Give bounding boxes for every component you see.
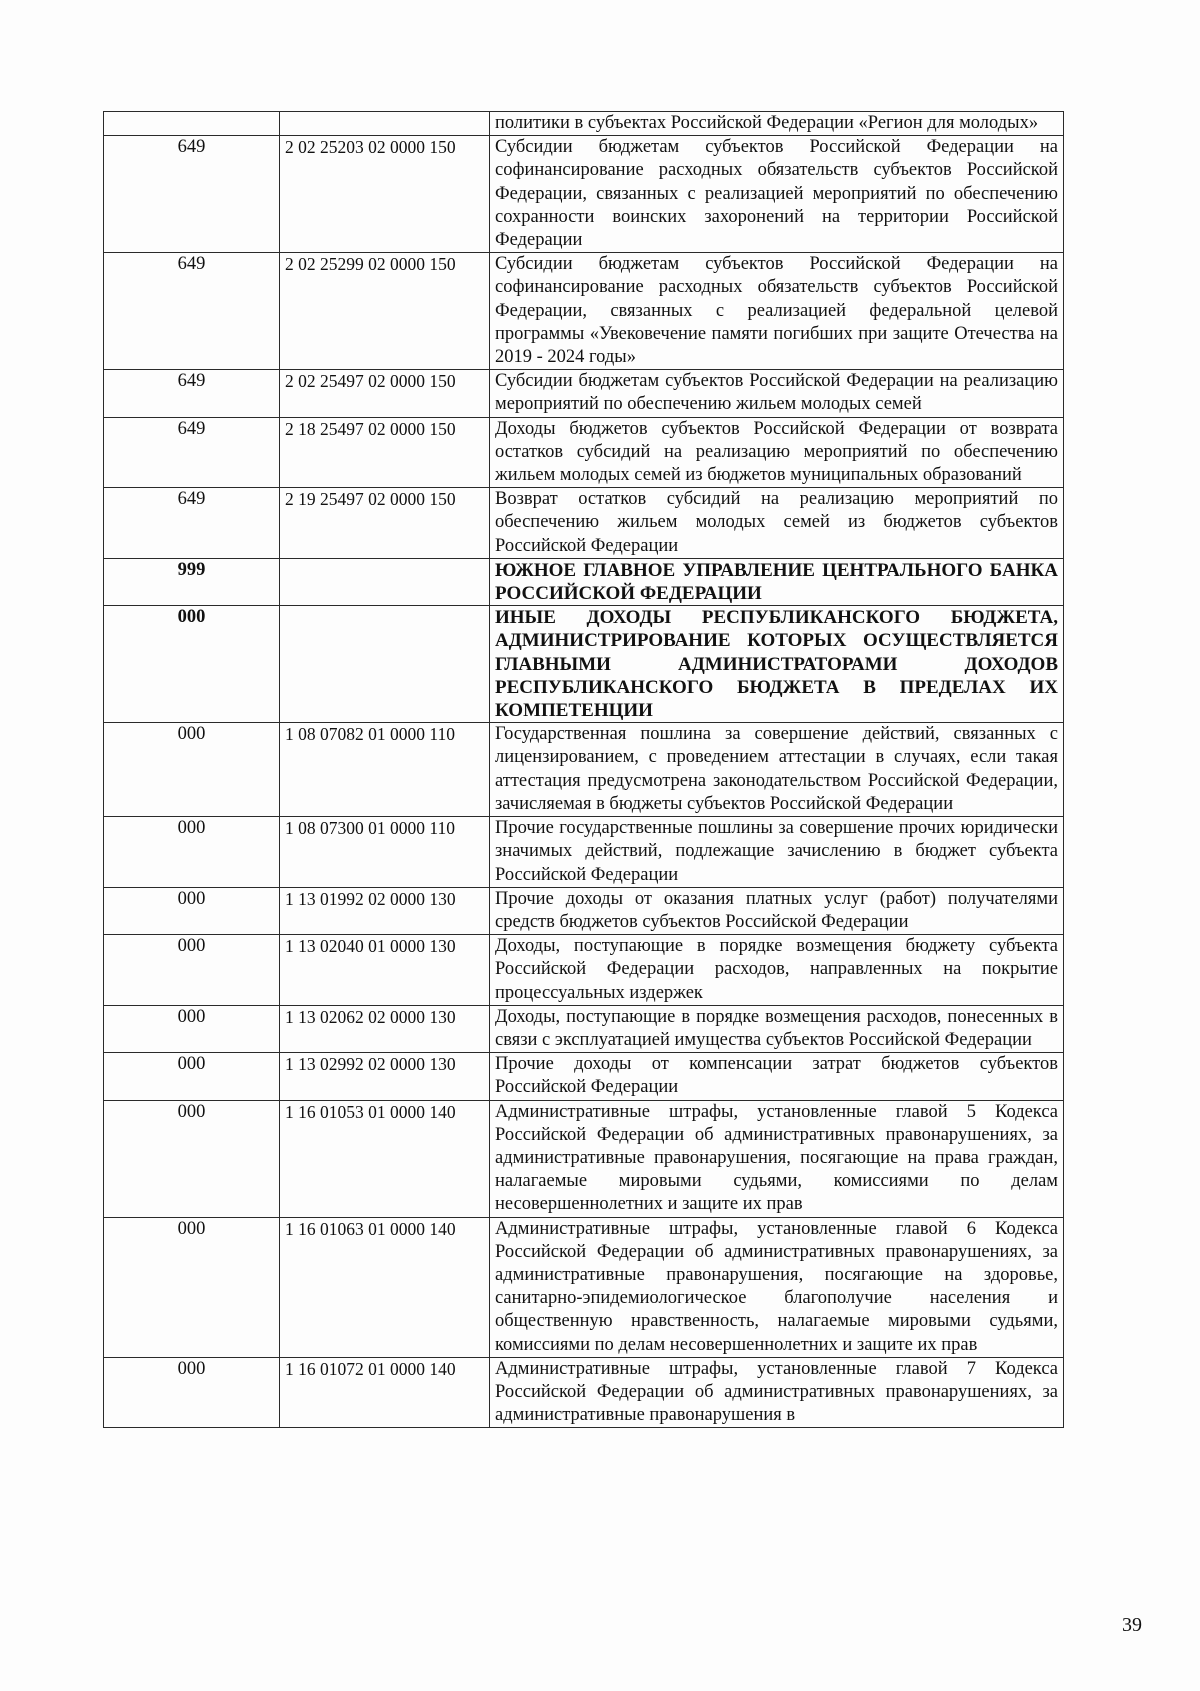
revenue-description-cell: Прочие доходы от оказания платных услуг (работ) получателями средств бюджетов субъектов Российской Федерации [490, 887, 1064, 934]
table-row [104, 887, 1064, 934]
revenue-description-cell: Субсидии бюджетам субъектов Российской Федерации на софинансирование расходных обязательств субъектов Российской Федерации, связанных с реализацией федеральной целевой программы «Увековечение памяти погибших при защите Отечества на 2019 - 2024 годы» [490, 253, 1064, 370]
budget-classification-code-cell [280, 558, 490, 605]
revenue-description-cell: политики в субъектах Российской Федерации «Регион для молодых» [490, 112, 1064, 136]
revenue-description-cell: Государственная пошлина за совершение действий, связанных с лицензированием, с проведением аттестации в случаях, если такая аттестация предусмотрена законодательством Российской Федерации, зачисляемая в бюджеты субъектов Российской Федерации [490, 723, 1064, 817]
table-row [104, 417, 1064, 488]
page-number: 39 [1122, 1614, 1142, 1636]
table-row [104, 112, 1064, 136]
administrator-code-cell: 999 [104, 558, 280, 605]
table-row [104, 1357, 1064, 1428]
table-row [104, 723, 1064, 817]
budget-classification-code-cell: 2 19 25497 02 0000 150 [280, 488, 490, 559]
administrator-code-cell: 000 [104, 935, 280, 1006]
budget-classification-code-cell [280, 112, 490, 136]
revenue-description-cell: Прочие доходы от компенсации затрат бюджетов субъектов Российской Федерации [490, 1053, 1064, 1100]
table-row [104, 370, 1064, 417]
revenue-description-cell: Административные штрафы, установленные главой 7 Кодекса Российской Федерации об административных правонарушениях, за административные правонарушения в [490, 1357, 1064, 1428]
budget-classification-code-cell: 1 13 02040 01 0000 130 [280, 935, 490, 1006]
budget-classification-code-cell: 1 13 02992 02 0000 130 [280, 1053, 490, 1100]
table-row [104, 136, 1064, 253]
table-row [104, 935, 1064, 1006]
table-row [104, 1005, 1064, 1052]
table-row [104, 488, 1064, 559]
budget-classification-code-cell: 1 16 01072 01 0000 140 [280, 1357, 490, 1428]
administrator-code-cell: 000 [104, 887, 280, 934]
table-row [104, 558, 1064, 605]
table-row [104, 606, 1064, 723]
budget-classification-code-cell: 1 08 07300 01 0000 110 [280, 817, 490, 888]
revenue-description-cell: ИНЫЕ ДОХОДЫ РЕСПУБЛИКАНСКОГО БЮДЖЕТА, АДМИНИСТРИРОВАНИЕ КОТОРЫХ ОСУЩЕСТВЛЯЕТСЯ ГЛАВНЫМИ АДМИНИСТРАТОРАМИ ДОХОДОВ РЕСПУБЛИКАНСКОГО БЮДЖЕТА В ПРЕДЕЛАХ ИХ КОМПЕТЕНЦИИ [490, 606, 1064, 723]
administrator-code-cell: 000 [104, 723, 280, 817]
revenue-description-cell: Возврат остатков субсидий на реализацию мероприятий по обеспечению жильем молодых семей из бюджетов субъектов Российской Федерации [490, 488, 1064, 559]
administrator-code-cell: 649 [104, 488, 280, 559]
revenue-description-cell: Доходы, поступающие в порядке возмещения расходов, понесенных в связи с эксплуатацией имущества субъектов Российской Федерации [490, 1005, 1064, 1052]
administrator-code-cell: 000 [104, 817, 280, 888]
revenue-description-cell: Доходы, поступающие в порядке возмещения бюджету субъекта Российской Федерации расходов, направленных на покрытие процессуальных издержек [490, 935, 1064, 1006]
budget-classification-code-cell: 2 18 25497 02 0000 150 [280, 417, 490, 488]
revenue-description-cell: Административные штрафы, установленные главой 6 Кодекса Российской Федерации об административных правонарушениях, за административные правонарушения, посягающие на здоровье, санитарно-эпидемиологическое благополучие населения и общественную нравственность, налагаемые мировыми судьями, комиссиями по делам несовершеннолетних и защите их прав [490, 1217, 1064, 1357]
table-row [104, 817, 1064, 888]
revenue-codes-table [103, 111, 1064, 1428]
revenue-description-cell: Доходы бюджетов субъектов Российской Федерации от возврата остатков субсидий на реализацию мероприятий по обеспечению жильем молодых семей из бюджетов муниципальных образований [490, 417, 1064, 488]
budget-classification-code-cell: 1 08 07082 01 0000 110 [280, 723, 490, 817]
budget-classification-code-cell: 1 13 01992 02 0000 130 [280, 887, 490, 934]
budget-classification-code-cell: 1 16 01053 01 0000 140 [280, 1100, 490, 1217]
revenue-description-cell: Административные штрафы, установленные главой 5 Кодекса Российской Федерации об административных правонарушениях, за административные правонарушения, посягающие на права граждан, налагаемые мировыми судьями, комиссиями по делам несовершеннолетних и защите их прав [490, 1100, 1064, 1217]
revenue-description-cell: Субсидии бюджетам субъектов Российской Федерации на софинансирование расходных обязательств субъектов Российской Федерации, связанных с реализацией мероприятий по обеспечению сохранности воинских захоронений на территории Российской Федерации [490, 136, 1064, 253]
revenue-description-cell: ЮЖНОЕ ГЛАВНОЕ УПРАВЛЕНИЕ ЦЕНТРАЛЬНОГО БАНКА РОССИЙСКОЙ ФЕДЕРАЦИИ [490, 558, 1064, 605]
administrator-code-cell: 000 [104, 1100, 280, 1217]
budget-classification-code-cell: 1 16 01063 01 0000 140 [280, 1217, 490, 1357]
table-row [104, 1217, 1064, 1357]
administrator-code-cell: 000 [104, 1357, 280, 1428]
budget-classification-code-cell: 1 13 02062 02 0000 130 [280, 1005, 490, 1052]
administrator-code-cell: 000 [104, 1053, 280, 1100]
revenue-description-cell: Субсидии бюджетам субъектов Российской Федерации на реализацию мероприятий по обеспечению жильем молодых семей [490, 370, 1064, 417]
administrator-code-cell: 000 [104, 1217, 280, 1357]
administrator-code-cell [104, 112, 280, 136]
table-row [104, 1100, 1064, 1217]
administrator-code-cell: 000 [104, 606, 280, 723]
administrator-code-cell: 649 [104, 417, 280, 488]
table-body [104, 112, 1064, 1428]
revenue-description-cell: Прочие государственные пошлины за совершение прочих юридически значимых действий, подлежащие зачислению в бюджет субъекта Российской Федерации [490, 817, 1064, 888]
administrator-code-cell: 649 [104, 370, 280, 417]
budget-classification-code-cell: 2 02 25203 02 0000 150 [280, 136, 490, 253]
budget-classification-code-cell: 2 02 25497 02 0000 150 [280, 370, 490, 417]
table-row [104, 1053, 1064, 1100]
administrator-code-cell: 649 [104, 253, 280, 370]
administrator-code-cell: 000 [104, 1005, 280, 1052]
budget-classification-code-cell [280, 606, 490, 723]
administrator-code-cell: 649 [104, 136, 280, 253]
budget-classification-code-cell: 2 02 25299 02 0000 150 [280, 253, 490, 370]
table-row [104, 253, 1064, 370]
